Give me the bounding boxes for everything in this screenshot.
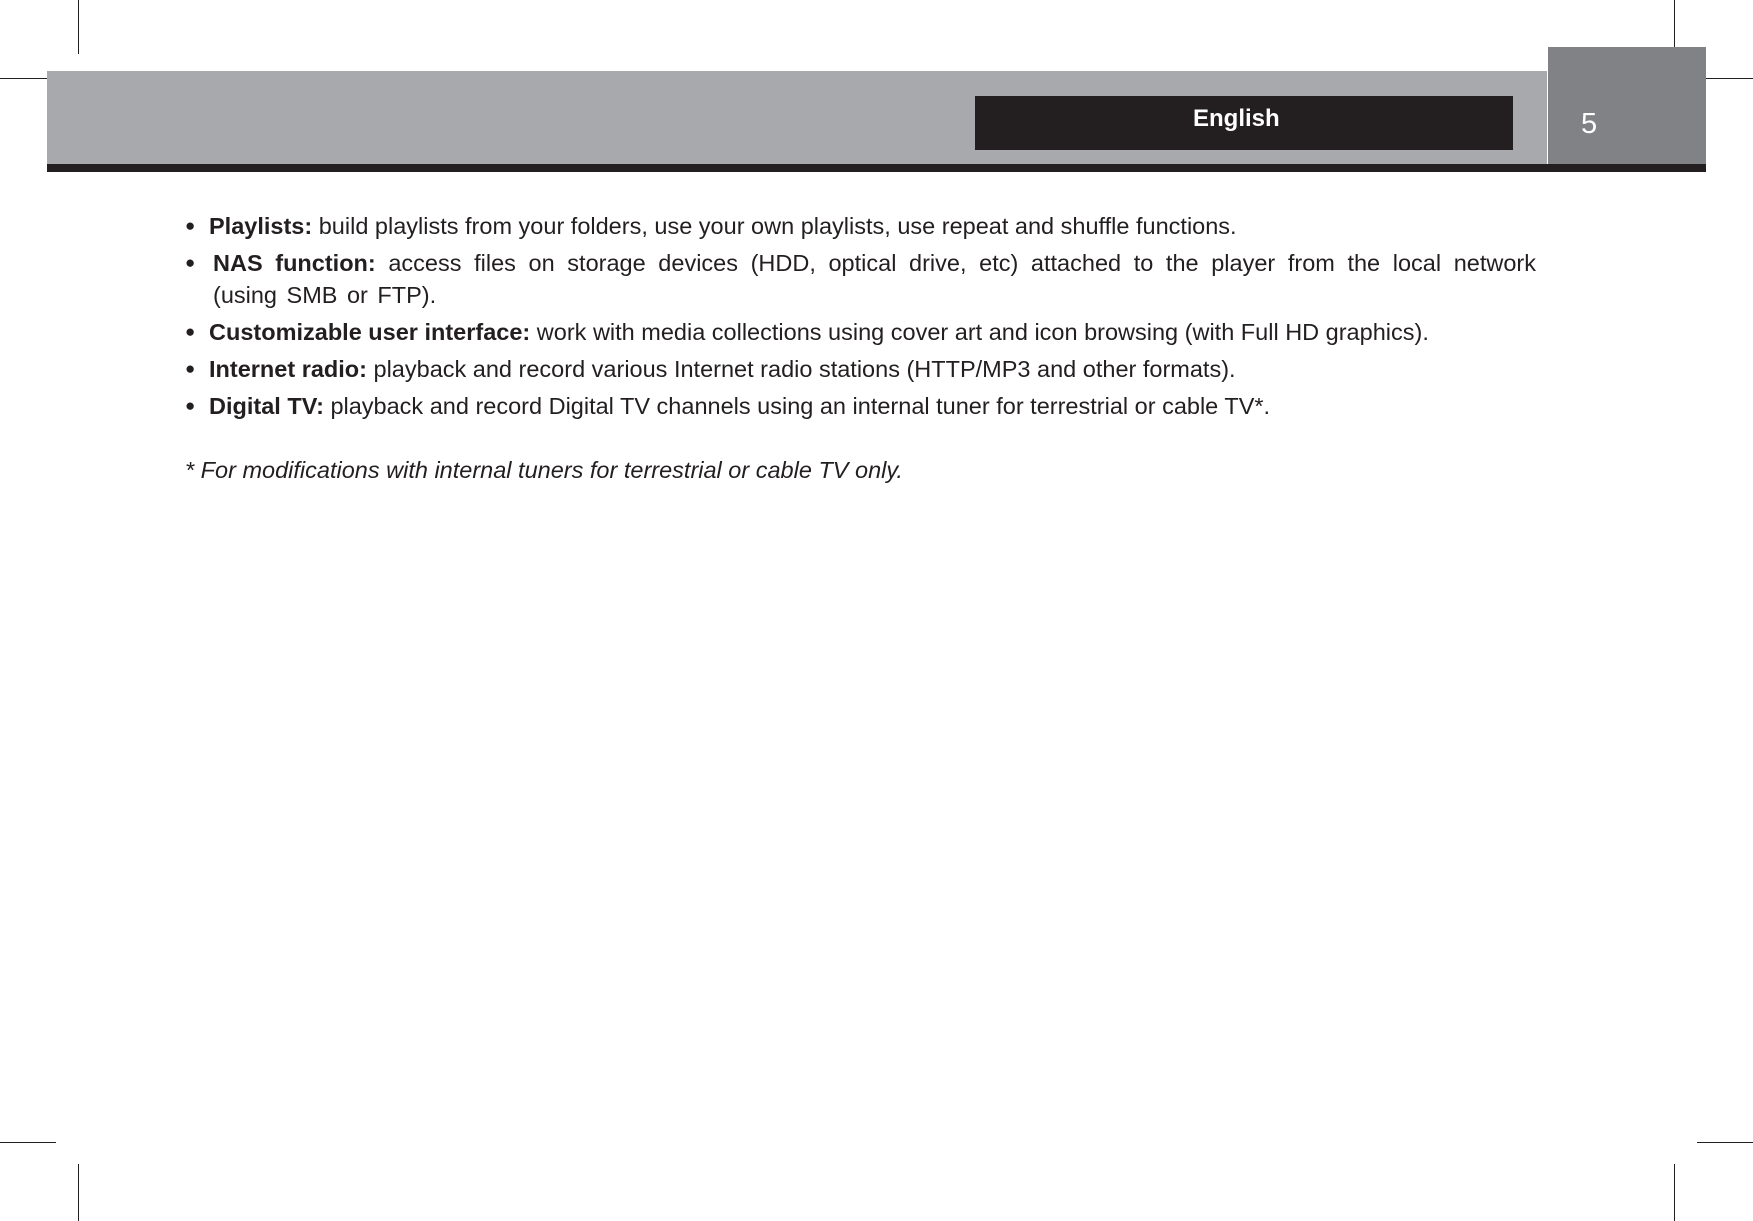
feature-item-nas xyxy=(185,247,1536,311)
feature-text: playback and record various Internet radio stations (HTTP/MP3 and other formats). xyxy=(373,356,1236,382)
bullet-icon: ● xyxy=(185,359,196,378)
feature-term: Playlists: xyxy=(209,213,313,239)
feature-item-digital-tv xyxy=(185,390,1536,422)
feature-text: work with media collections using cover art and icon browsing (with Full HD graphics). xyxy=(536,319,1429,345)
bullet-icon: ● xyxy=(185,396,196,415)
header-rule xyxy=(47,164,1706,172)
feature-item-internet-radio xyxy=(185,353,1536,385)
page-number: 5 xyxy=(1581,108,1598,140)
feature-term: Internet radio: xyxy=(209,356,367,382)
feature-text: access files on storage devices (HDD, optical drive, etc) attached to the player from the local network (using SMB or FTP). xyxy=(213,250,1536,308)
feature-text: playback and record Digital TV channels using an internal tuner for terrestrial or cable TV*. xyxy=(330,393,1271,419)
feature-item-customizable-ui xyxy=(185,316,1536,348)
crop-mark xyxy=(1674,1164,1675,1221)
footnote: * For modifications with internal tuners for terrestrial or cable TV only. xyxy=(185,457,903,483)
bullet-icon: ● xyxy=(185,253,196,272)
crop-mark xyxy=(1697,1142,1753,1143)
crop-mark xyxy=(78,1164,79,1221)
crop-mark xyxy=(0,1142,56,1143)
language-text: English xyxy=(1193,105,1280,132)
feature-list xyxy=(185,210,1536,422)
feature-term: Customizable user interface: xyxy=(209,319,531,345)
feature-term: Digital TV: xyxy=(209,393,324,419)
feature-item-playlists xyxy=(185,210,1536,242)
crop-mark xyxy=(78,0,79,54)
crop-mark xyxy=(1674,0,1675,54)
page-content xyxy=(185,210,1536,510)
bullet-icon: ● xyxy=(185,322,196,341)
page-number-tab xyxy=(1548,47,1706,165)
feature-term: NAS function: xyxy=(213,250,376,276)
bullet-icon: ● xyxy=(185,216,196,235)
feature-text: build playlists from your folders, use your own playlists, use repeat and shuffle functions. xyxy=(318,213,1237,239)
language-label xyxy=(975,96,1513,150)
